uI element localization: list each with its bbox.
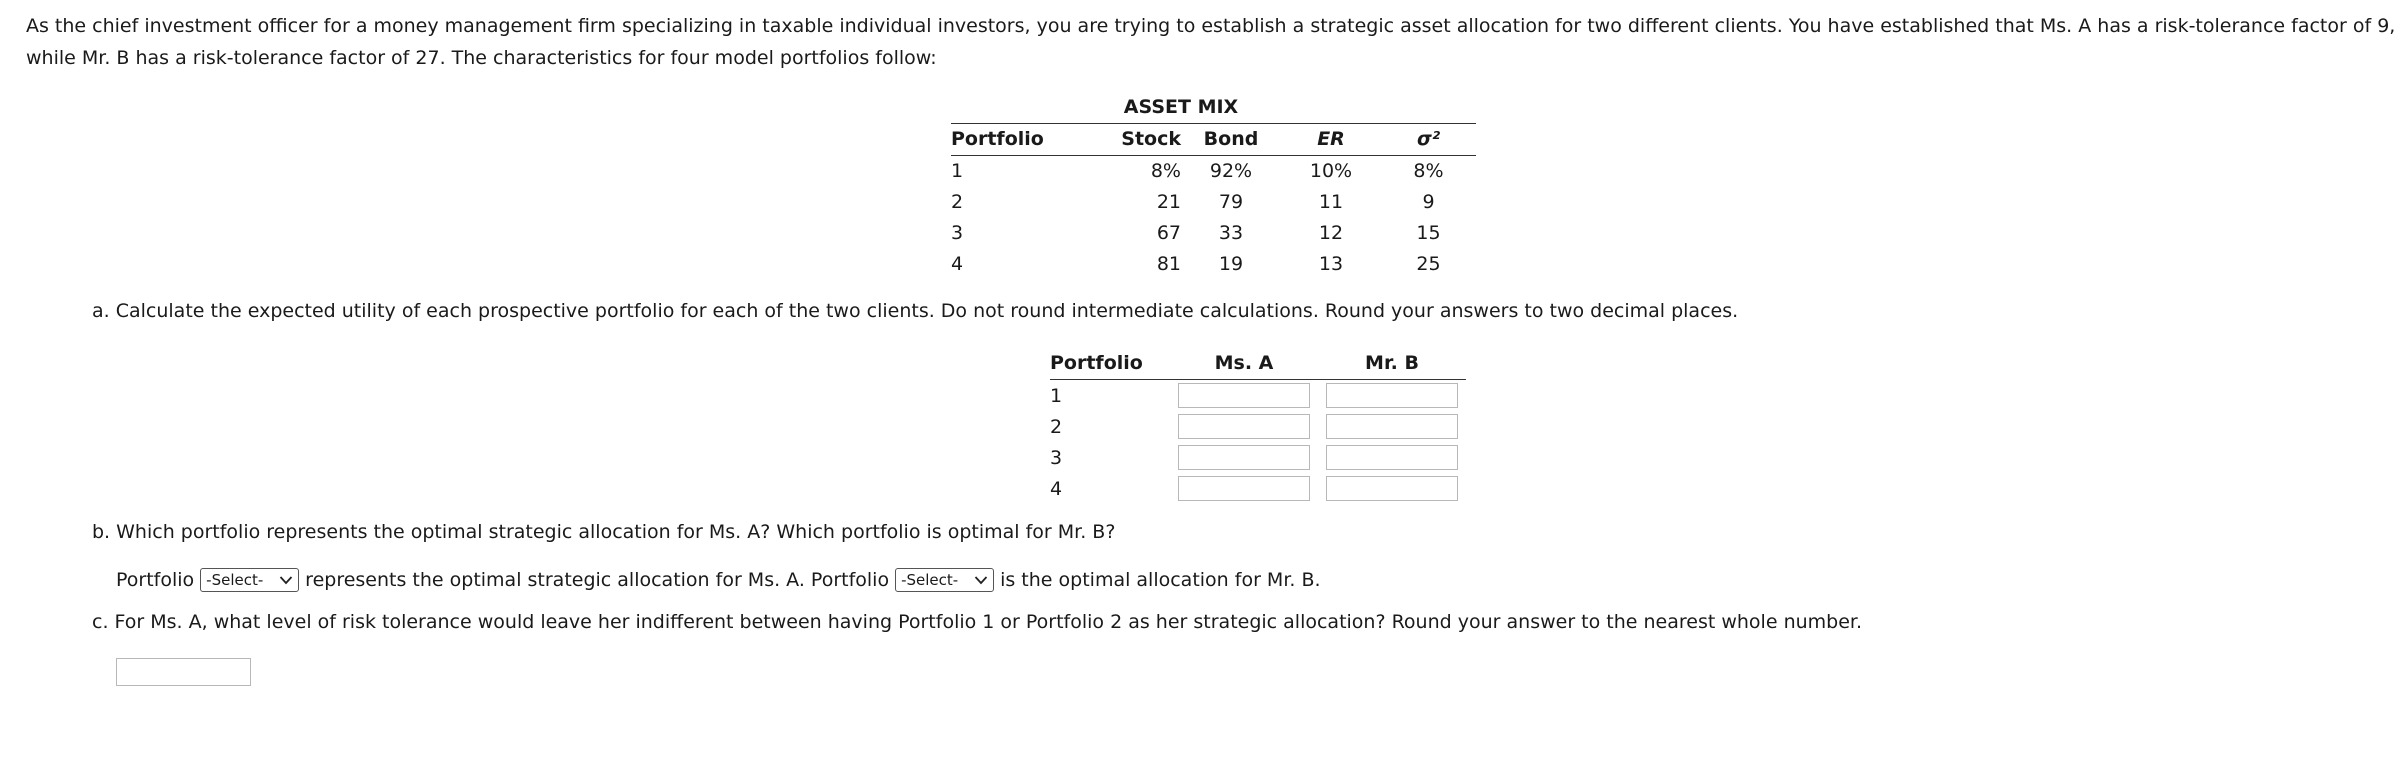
ms-a-utility-input-1[interactable] <box>1178 383 1310 408</box>
portfolio-number: 4 <box>951 253 964 275</box>
er-value: 10% <box>1309 160 1353 182</box>
chevron-down-icon <box>279 575 293 585</box>
ms-a-utility-input-4[interactable] <box>1178 476 1310 501</box>
col-bond-header: Bond <box>1181 124 1281 156</box>
answer-portfolio-number: 3 <box>1050 446 1063 469</box>
answer-b-sentence <box>116 568 1321 592</box>
ms-a-utility-input-2[interactable] <box>1178 414 1310 439</box>
table-row <box>951 218 1476 249</box>
answer-portfolio-number: 2 <box>1050 415 1063 438</box>
mr-b-utility-input-3[interactable] <box>1326 445 1458 470</box>
variance-value: 8% <box>1413 160 1444 182</box>
bond-value: 92% <box>1209 160 1253 182</box>
table-row <box>951 249 1476 280</box>
variance-value: 15 <box>1416 222 1441 244</box>
question-a: a. Calculate the expected utility of each prospective portfolio for each of the two clients. Do not round intermediate calculations. Round your answers to two decimal places. <box>92 300 1739 322</box>
portfolio-characteristics-table-body <box>951 92 1476 280</box>
er-value: 12 <box>1318 222 1344 244</box>
bond-value: 33 <box>1218 222 1244 244</box>
asset-mix-header: ASSET MIX <box>1081 92 1281 124</box>
stock-value: 67 <box>1156 222 1181 244</box>
er-value: 11 <box>1318 191 1344 213</box>
answer-col-mr-b-header: Mr. B <box>1318 347 1466 380</box>
table-row <box>1050 411 1466 442</box>
stock-value: 81 <box>1156 253 1181 275</box>
answer-col-ms-a-header: Ms. A <box>1170 347 1318 380</box>
portfolio-number: 1 <box>951 160 964 182</box>
answer-portfolio-number: 4 <box>1050 477 1063 500</box>
answer-b-middle: represents the optimal strategic allocation for Ms. A. Portfolio <box>305 569 890 591</box>
portfolio-number: 2 <box>951 191 964 213</box>
mr-b-utility-input-2[interactable] <box>1326 414 1458 439</box>
intro-text: As the chief investment officer for a money management firm specializing in taxable individual investors, you are trying to establish a strategic asset allocation for two different clients. You have established that Ms. A has a risk-tolerance factor of 9, while Mr. B has a risk-tolerance factor of 27. The characteristics for four model portfolios follow: <box>26 15 2396 69</box>
col-variance-header: σ² <box>1381 124 1476 156</box>
table-row <box>1050 380 1466 412</box>
ms-a-utility-input-3[interactable] <box>1178 445 1310 470</box>
mr-b-portfolio-select[interactable] <box>895 568 994 592</box>
variance-value: 25 <box>1416 253 1441 275</box>
table-row <box>1050 473 1466 504</box>
mr-b-select-value: -Select- <box>901 571 959 589</box>
bond-value: 79 <box>1218 191 1244 213</box>
col-stock-header: Stock <box>1081 124 1181 156</box>
variance-value: 9 <box>1422 191 1435 213</box>
mr-b-utility-input-4[interactable] <box>1326 476 1458 501</box>
table-row <box>1050 442 1466 473</box>
portfolio-number: 3 <box>951 222 964 244</box>
col-er-header: ER <box>1281 124 1381 156</box>
answer-portfolio-number: 1 <box>1050 384 1063 407</box>
ms-a-portfolio-select[interactable] <box>200 568 299 592</box>
table-row <box>951 156 1476 188</box>
expected-utility-table <box>1050 347 1466 504</box>
er-value: 13 <box>1318 253 1344 275</box>
answer-col-portfolio-header: Portfolio <box>1050 347 1170 380</box>
ms-a-select-value: -Select- <box>206 571 264 589</box>
col-portfolio-header: Portfolio <box>951 124 1081 156</box>
answer-b-prefix: Portfolio <box>116 569 195 591</box>
chevron-down-icon <box>974 575 988 585</box>
stock-value: 8% <box>1150 160 1181 182</box>
risk-tolerance-input[interactable] <box>116 658 251 686</box>
question-b: b. Which portfolio represents the optimal strategic allocation for Ms. A? Which portfolio is optimal for Mr. B? <box>92 521 1116 543</box>
answer-b-suffix: is the optimal allocation for Mr. B. <box>1000 569 1321 591</box>
bond-value: 19 <box>1218 253 1244 275</box>
mr-b-utility-input-1[interactable] <box>1326 383 1458 408</box>
table-row <box>951 187 1476 218</box>
question-c: c. For Ms. A, what level of risk tolerance would leave her indifferent between having Portfolio 1 or Portfolio 2 as her strategic allocation? Round your answer to the nearest whole number. <box>92 611 1863 633</box>
stock-value: 21 <box>1156 191 1181 213</box>
